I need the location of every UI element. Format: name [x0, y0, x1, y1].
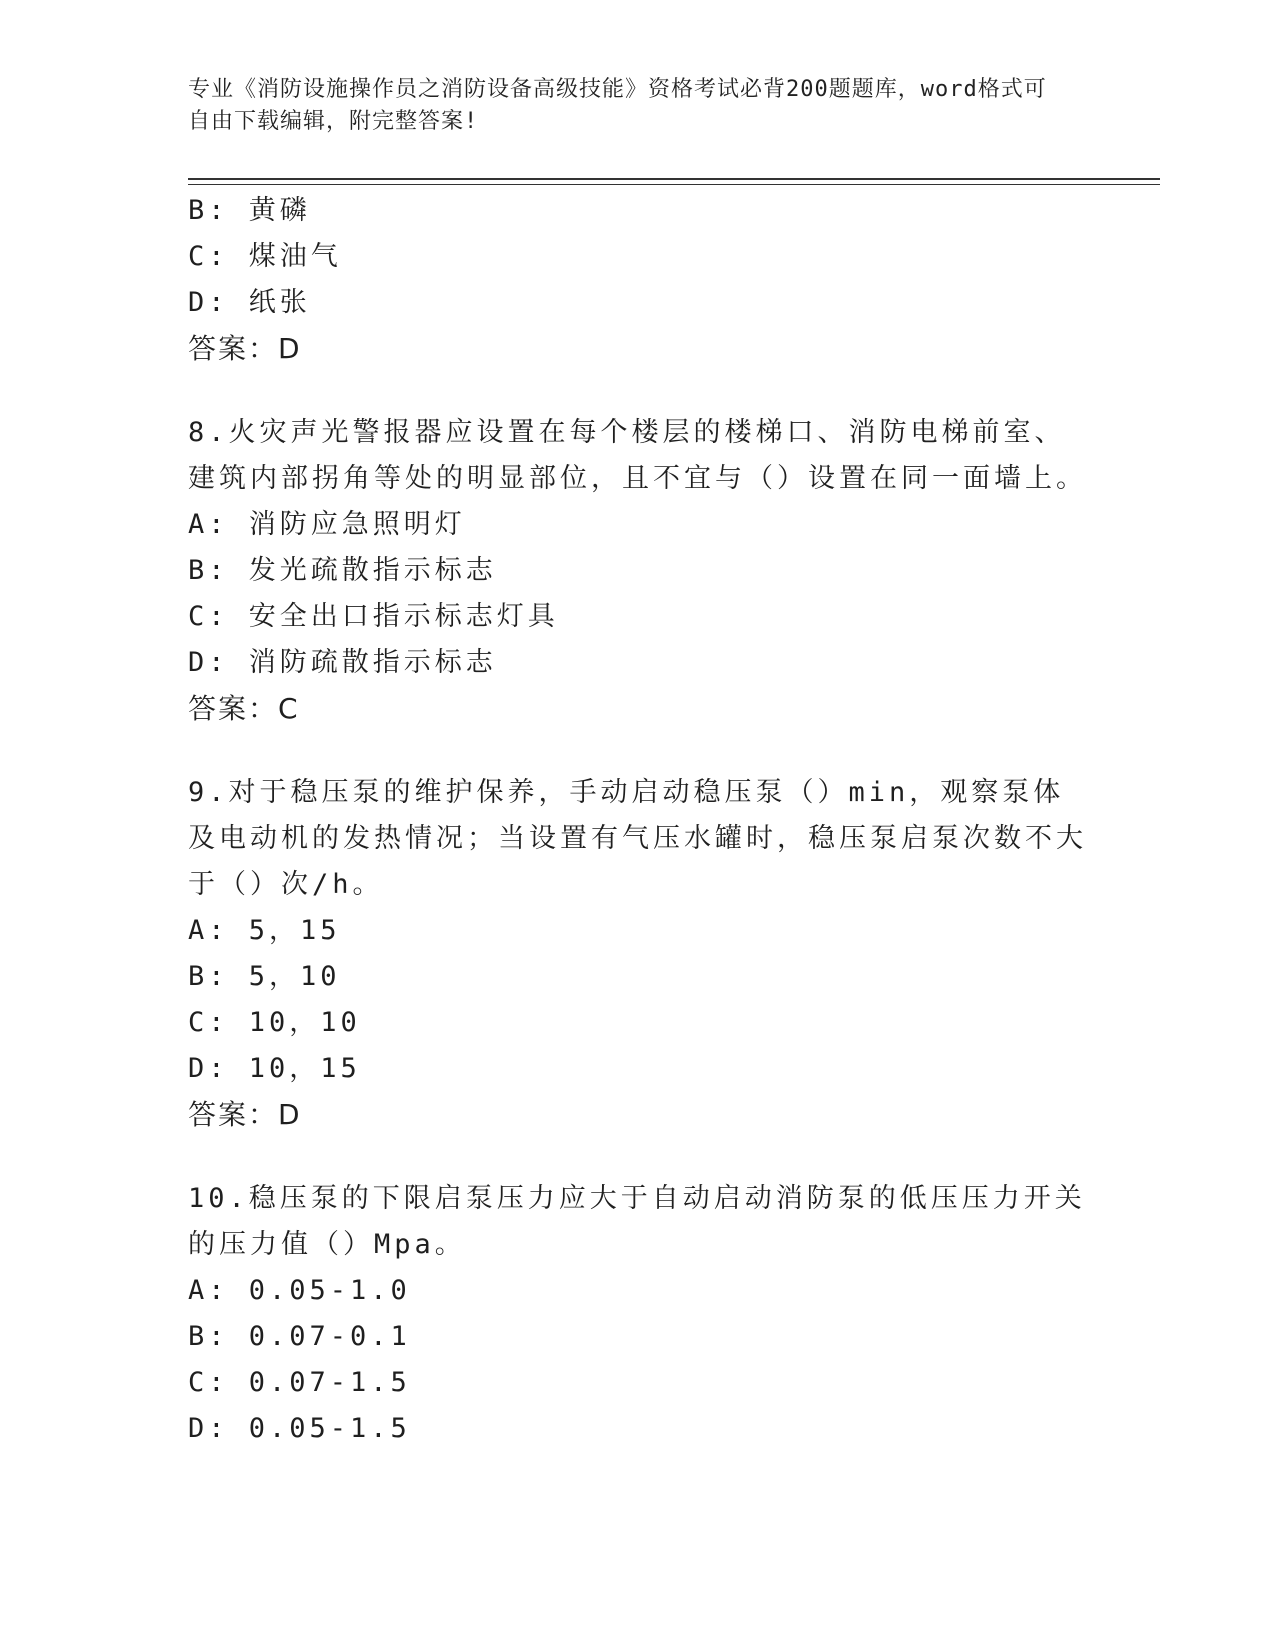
option-d: D: 0.05-1.5: [188, 1413, 411, 1444]
question-8: [188, 410, 1088, 732]
option-a: A: 消防应急照明灯: [188, 509, 466, 540]
option-b: B: 黄磷: [188, 195, 311, 226]
option-d: D: 10，15: [188, 1053, 361, 1084]
option-a: A: 0.05-1.0: [188, 1275, 411, 1306]
question-stem: 9.对于稳压泵的维护保养，手动启动稳压泵（）min，观察泵体及电动机的发热情况；当设置有气压水罐时，稳压泵启泵次数不大于（）次/h。: [188, 777, 1087, 900]
prev-question-block: [188, 188, 1088, 372]
option-c: C: 安全出口指示标志灯具: [188, 601, 559, 632]
document-content: [188, 188, 1088, 1452]
option-b: B: 发光疏散指示标志: [188, 555, 497, 586]
header-divider-thin: [188, 184, 1160, 185]
answer-line: 答案：D: [188, 332, 302, 365]
header-divider-thick: [188, 178, 1160, 180]
question-stem: 10.稳压泵的下限启泵压力应大于自动启动消防泵的低压压力开关的压力值（）Mpa。: [188, 1183, 1086, 1260]
option-c: C: 0.07-1.5: [188, 1367, 411, 1398]
option-b: B: 0.07-0.1: [188, 1321, 411, 1352]
option-b: B: 5，10: [188, 961, 341, 992]
option-d: D: 纸张: [188, 287, 311, 318]
question-10: [188, 1176, 1088, 1452]
document-header: 专业《消防设施操作员之消防设备高级技能》资格考试必背200题题库，word格式可自由下载编辑，附完整答案!: [188, 77, 1047, 134]
answer-line: 答案：C: [188, 692, 300, 725]
option-d: D: 消防疏散指示标志: [188, 647, 497, 678]
option-a: A: 5，15: [188, 915, 341, 946]
answer-line: 答案：D: [188, 1098, 302, 1131]
option-c: C: 煤油气: [188, 241, 342, 272]
option-c: C: 10，10: [188, 1007, 361, 1038]
question-9: [188, 770, 1088, 1138]
question-stem: 8.火灾声光警报器应设置在每个楼层的楼梯口、消防电梯前室、建筑内部拐角等处的明显部位，且不宜与（）设置在同一面墙上。: [188, 417, 1087, 494]
